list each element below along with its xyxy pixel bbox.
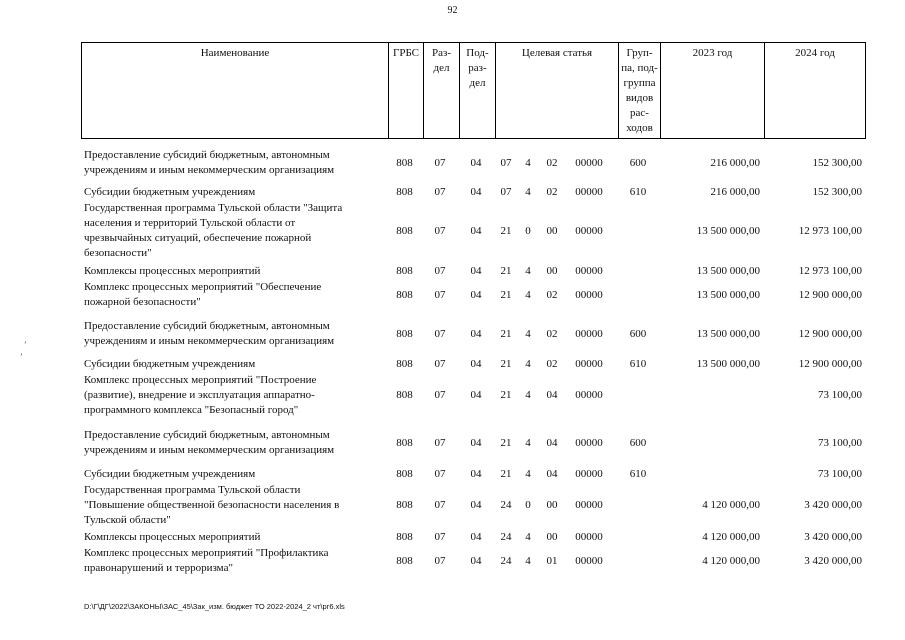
cell-cs2: 4 — [525, 468, 531, 480]
cell-cs4: 00000 — [575, 328, 603, 340]
header-razdel-line: Раз- — [431, 47, 451, 59]
row-name — [84, 201, 380, 261]
cell-grbs: 808 — [396, 225, 413, 237]
cell-cs4: 00000 — [575, 157, 603, 169]
cell-cs4: 00000 — [575, 499, 603, 511]
cell-v2024: 73 100,00 — [818, 389, 862, 401]
header-2023: 2023 год — [660, 43, 764, 138]
cell-rz: 07 — [434, 289, 446, 301]
cell-rz: 07 — [434, 265, 446, 277]
cell-v2023: 13 500 000,00 — [696, 328, 760, 340]
cell-cs3: 00 — [546, 499, 558, 511]
cell-v2024: 3 420 000,00 — [804, 531, 862, 543]
cell-grbs: 808 — [396, 289, 413, 301]
header-podrazdel-line: Под- — [466, 47, 489, 59]
cell-pr: 04 — [470, 468, 482, 480]
cell-v2023: 216 000,00 — [710, 186, 760, 198]
cell-cs1: 21 — [500, 289, 512, 301]
row-name-line: Комплексы процессных мероприятий — [84, 265, 261, 277]
row-name-line: Субсидии бюджетным учреждениям — [84, 468, 256, 480]
cell-rz: 07 — [434, 157, 446, 169]
cell-vr: 600 — [629, 157, 647, 169]
cell-v2023: 13 500 000,00 — [696, 358, 760, 370]
cell-cs1: 21 — [500, 389, 512, 401]
table-row — [81, 319, 866, 349]
cell-v2024: 152 300,00 — [812, 186, 862, 198]
cell-cs3: 02 — [546, 157, 558, 169]
cell-cs1: 21 — [500, 437, 512, 449]
cell-grbs: 808 — [396, 468, 413, 480]
cell-v2023: 13 500 000,00 — [696, 225, 760, 237]
cell-v2023: 13 500 000,00 — [696, 289, 760, 301]
cell-rz: 07 — [434, 437, 446, 449]
table-row — [81, 357, 866, 372]
row-name-line: безопасности" — [84, 247, 152, 259]
cell-cs1: 24 — [500, 531, 512, 543]
cell-cs3: 02 — [546, 186, 558, 198]
table-row — [81, 373, 866, 418]
cell-cs2: 4 — [525, 437, 531, 449]
header-group-line: рас- — [630, 107, 649, 119]
row-name — [84, 546, 380, 576]
cell-rz: 07 — [434, 225, 446, 237]
table-row — [81, 467, 866, 482]
cell-cs1: 24 — [500, 555, 512, 567]
cell-grbs: 808 — [396, 157, 413, 169]
cell-cs1: 07 — [500, 186, 512, 198]
cell-cs1: 21 — [500, 358, 512, 370]
cell-pr: 04 — [470, 358, 482, 370]
table-row — [81, 185, 866, 200]
cell-cs3: 00 — [546, 225, 558, 237]
cell-pr: 04 — [470, 186, 482, 198]
cell-v2024: 12 900 000,00 — [798, 358, 862, 370]
header-2024: 2024 год — [764, 43, 865, 138]
row-name — [84, 483, 380, 528]
cell-pr: 04 — [470, 265, 482, 277]
row-name — [84, 428, 380, 458]
row-name-line: Предоставление субсидий бюджетным, автономным — [84, 149, 330, 161]
header-group-line: ходов — [626, 122, 653, 134]
row-name-line: Государственная программа Тульской области "Защита — [84, 202, 343, 214]
cell-v2023: 4 120 000,00 — [702, 555, 760, 567]
header-podrazdel-line: дел — [469, 77, 486, 89]
cell-cs2: 4 — [525, 328, 531, 340]
cell-rz: 07 — [434, 555, 446, 567]
scan-mark: ʼ — [24, 340, 27, 349]
cell-cs3: 01 — [546, 555, 558, 567]
cell-grbs: 808 — [396, 265, 413, 277]
cell-v2024: 152 300,00 — [812, 157, 862, 169]
cell-pr: 04 — [470, 389, 482, 401]
cell-v2024: 12 900 000,00 — [798, 328, 862, 340]
row-name-line: учреждениям и иным некоммерческим организациям — [84, 444, 335, 456]
cell-cs4: 00000 — [575, 358, 603, 370]
header-group-line: Груп- — [626, 47, 653, 59]
cell-pr: 04 — [470, 157, 482, 169]
cell-grbs: 808 — [396, 437, 413, 449]
cell-grbs: 808 — [396, 328, 413, 340]
header-name: Наименование — [200, 47, 270, 59]
cell-rz: 07 — [434, 328, 446, 340]
cell-cs3: 04 — [546, 389, 558, 401]
row-name-line: программного комплекса "Безопасный город" — [84, 404, 299, 416]
cell-grbs: 808 — [396, 531, 413, 543]
cell-pr: 04 — [470, 555, 482, 567]
cell-cs4: 00000 — [575, 289, 603, 301]
cell-cs1: 21 — [500, 225, 512, 237]
cell-v2024: 3 420 000,00 — [804, 555, 862, 567]
row-name-line: пожарной безопасности" — [84, 296, 201, 308]
cell-vr: 610 — [629, 468, 647, 480]
table-row — [81, 280, 866, 310]
cell-vr: 610 — [629, 358, 647, 370]
cell-v2024: 73 100,00 — [818, 437, 862, 449]
row-name — [84, 357, 380, 372]
cell-rz: 07 — [434, 358, 446, 370]
cell-cs4: 00000 — [575, 265, 603, 277]
cell-grbs: 808 — [396, 358, 413, 370]
cell-pr: 04 — [470, 437, 482, 449]
page-number: 92 — [447, 5, 458, 16]
table-row — [81, 264, 866, 279]
table-row — [81, 530, 866, 545]
row-name — [84, 280, 380, 310]
cell-cs1: 07 — [500, 157, 512, 169]
cell-cs2: 4 — [525, 265, 531, 277]
header-podrazdel-line: раз- — [468, 62, 487, 74]
row-name — [84, 185, 380, 200]
cell-pr: 04 — [470, 328, 482, 340]
cell-cs3: 00 — [546, 265, 558, 277]
cell-cs4: 00000 — [575, 468, 603, 480]
cell-cs3: 02 — [546, 358, 558, 370]
cell-v2024: 12 973 100,00 — [798, 265, 862, 277]
cell-grbs: 808 — [396, 389, 413, 401]
row-name-line: Комплекс процессных мероприятий "Обеспечение — [84, 281, 322, 293]
cell-v2024: 73 100,00 — [818, 468, 862, 480]
row-name-line: Государственная программа Тульской области — [84, 484, 301, 496]
cell-pr: 04 — [470, 225, 482, 237]
cell-pr: 04 — [470, 531, 482, 543]
cell-grbs: 808 — [396, 555, 413, 567]
row-name — [84, 467, 380, 482]
cell-cs2: 4 — [525, 358, 531, 370]
cell-cs3: 02 — [546, 289, 558, 301]
cell-v2023: 4 120 000,00 — [702, 531, 760, 543]
cell-rz: 07 — [434, 186, 446, 198]
row-name-line: Предоставление субсидий бюджетным, автономным — [84, 429, 330, 441]
row-name-line: учреждениям и иным некоммерческим организациям — [84, 164, 335, 176]
file-path-footer: D:\Г\ДГ\2022\ЗАКОНЫ\ЗАС_45\Зак_изм. бюджет ТО 2022-2024_2 чт\рг6.xls — [84, 602, 345, 611]
cell-cs1: 21 — [500, 265, 512, 277]
cell-rz: 07 — [434, 499, 446, 511]
cell-v2024: 12 973 100,00 — [798, 225, 862, 237]
cell-v2023: 216 000,00 — [710, 157, 760, 169]
cell-cs4: 00000 — [575, 389, 603, 401]
row-name — [84, 530, 380, 545]
row-name — [84, 373, 380, 418]
cell-cs2: 4 — [525, 289, 531, 301]
row-name-line: Предоставление субсидий бюджетным, автономным — [84, 320, 330, 332]
cell-pr: 04 — [470, 289, 482, 301]
cell-cs2: 0 — [525, 225, 531, 237]
cell-rz: 07 — [434, 468, 446, 480]
cell-grbs: 808 — [396, 186, 413, 198]
cell-cs2: 4 — [525, 157, 531, 169]
cell-v2023: 4 120 000,00 — [702, 499, 760, 511]
cell-v2023: 13 500 000,00 — [696, 265, 760, 277]
cell-cs2: 4 — [525, 186, 531, 198]
table-row — [81, 148, 866, 178]
table-row — [81, 428, 866, 458]
table-row — [81, 483, 866, 528]
header-target: Целевая статья — [495, 43, 618, 138]
header-group-line: па, под- — [621, 62, 658, 74]
cell-cs2: 0 — [525, 499, 531, 511]
row-name-line: Комплекс процессных мероприятий "Построение — [84, 374, 317, 386]
cell-cs3: 00 — [546, 531, 558, 543]
cell-cs4: 00000 — [575, 186, 603, 198]
cell-vr: 600 — [629, 328, 647, 340]
header-group-line: видов — [625, 92, 654, 104]
cell-grbs: 808 — [396, 499, 413, 511]
cell-cs4: 00000 — [575, 225, 603, 237]
cell-cs2: 4 — [525, 531, 531, 543]
row-name — [84, 148, 380, 178]
row-name-line: (развитие), внедрение и эксплуатация аппаратно- — [84, 389, 315, 401]
header-group-line: группа — [623, 77, 656, 89]
cell-cs3: 04 — [546, 468, 558, 480]
cell-cs1: 21 — [500, 328, 512, 340]
cell-vr: 600 — [629, 437, 647, 449]
cell-vr: 610 — [629, 186, 647, 198]
row-name-line: Комплексы процессных мероприятий — [84, 531, 261, 543]
row-name — [84, 264, 380, 279]
table-row — [81, 546, 866, 576]
row-name-line: чрезвычайных ситуаций, обеспечение пожарной — [84, 232, 312, 244]
row-name-line: Тульской области" — [84, 514, 171, 526]
row-name-line: правонарушений и терроризма" — [84, 562, 233, 574]
cell-cs2: 4 — [525, 389, 531, 401]
cell-cs3: 02 — [546, 328, 558, 340]
row-name-line: населения и территорий Тульской области от — [84, 217, 296, 229]
header-grbs: ГРБС — [388, 43, 423, 138]
cell-cs2: 4 — [525, 555, 531, 567]
cell-v2024: 3 420 000,00 — [804, 499, 862, 511]
cell-cs4: 00000 — [575, 531, 603, 543]
row-name-line: Субсидии бюджетным учреждениям — [84, 186, 256, 198]
row-name-line: "Повышение общественной безопасности населения в — [84, 499, 340, 511]
header-razdel — [423, 43, 459, 138]
cell-rz: 07 — [434, 389, 446, 401]
header-group — [618, 43, 660, 138]
header-razdel-line: дел — [433, 62, 450, 74]
cell-cs4: 00000 — [575, 437, 603, 449]
row-name-line: учреждениям и иным некоммерческим организациям — [84, 335, 335, 347]
row-name-line: Субсидии бюджетным учреждениям — [84, 358, 256, 370]
cell-cs4: 00000 — [575, 555, 603, 567]
cell-pr: 04 — [470, 499, 482, 511]
row-name — [84, 319, 380, 349]
cell-cs3: 04 — [546, 437, 558, 449]
cell-cs1: 21 — [500, 468, 512, 480]
cell-v2024: 12 900 000,00 — [798, 289, 862, 301]
table-header — [81, 42, 866, 139]
table-row — [81, 201, 866, 261]
cell-cs1: 24 — [500, 499, 512, 511]
scan-mark: ʼ — [20, 352, 23, 361]
cell-rz: 07 — [434, 531, 446, 543]
header-podrazdel — [459, 43, 495, 138]
row-name-line: Комплекс процессных мероприятий "Профилактика — [84, 547, 329, 559]
